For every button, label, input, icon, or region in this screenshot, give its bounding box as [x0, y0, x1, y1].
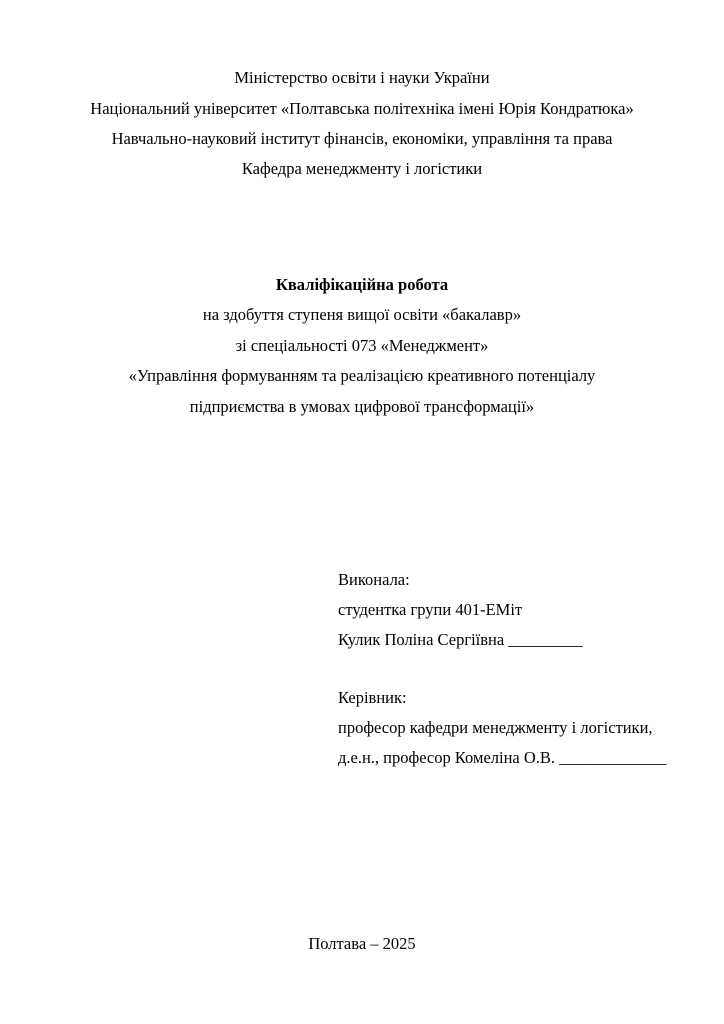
supervisor-name-signature: д.е.н., професор Комеліна О.В. _____________ — [338, 748, 667, 767]
city-year-line: Полтава – 2025 — [308, 934, 416, 953]
department-line: Кафедра менеджменту і логістики — [241, 159, 483, 178]
specialty-line: зі спеціальності 073 «Менеджмент» — [235, 336, 489, 355]
author-name-signature: Кулик Поліна Сергіївна _________ — [338, 630, 583, 649]
supervisor-label: Керівник: — [338, 688, 407, 707]
work-type-title: Кваліфікаційна робота — [275, 275, 449, 294]
author-label: Виконала: — [338, 570, 410, 589]
supervisor-position: професор кафедри менеджменту і логістики, — [338, 718, 653, 737]
author-group: студентка групи 401-ЕМіт — [338, 600, 523, 619]
topic-line-1: «Управління формуванням та реалізацією креативного потенціалу — [128, 366, 596, 385]
degree-line: на здобуття ступеня вищої освіти «бакалавр» — [202, 305, 522, 324]
university-line: Національний університет «Полтавська політехніка імені Юрія Кондратюка» — [90, 99, 634, 118]
topic-line-2: підприємства в умовах цифрової трансформації» — [189, 397, 535, 416]
institute-line: Навчально-науковий інститут фінансів, економіки, управління та права — [111, 129, 613, 148]
ministry-line: Міністерство освіти і науки України — [234, 68, 490, 87]
